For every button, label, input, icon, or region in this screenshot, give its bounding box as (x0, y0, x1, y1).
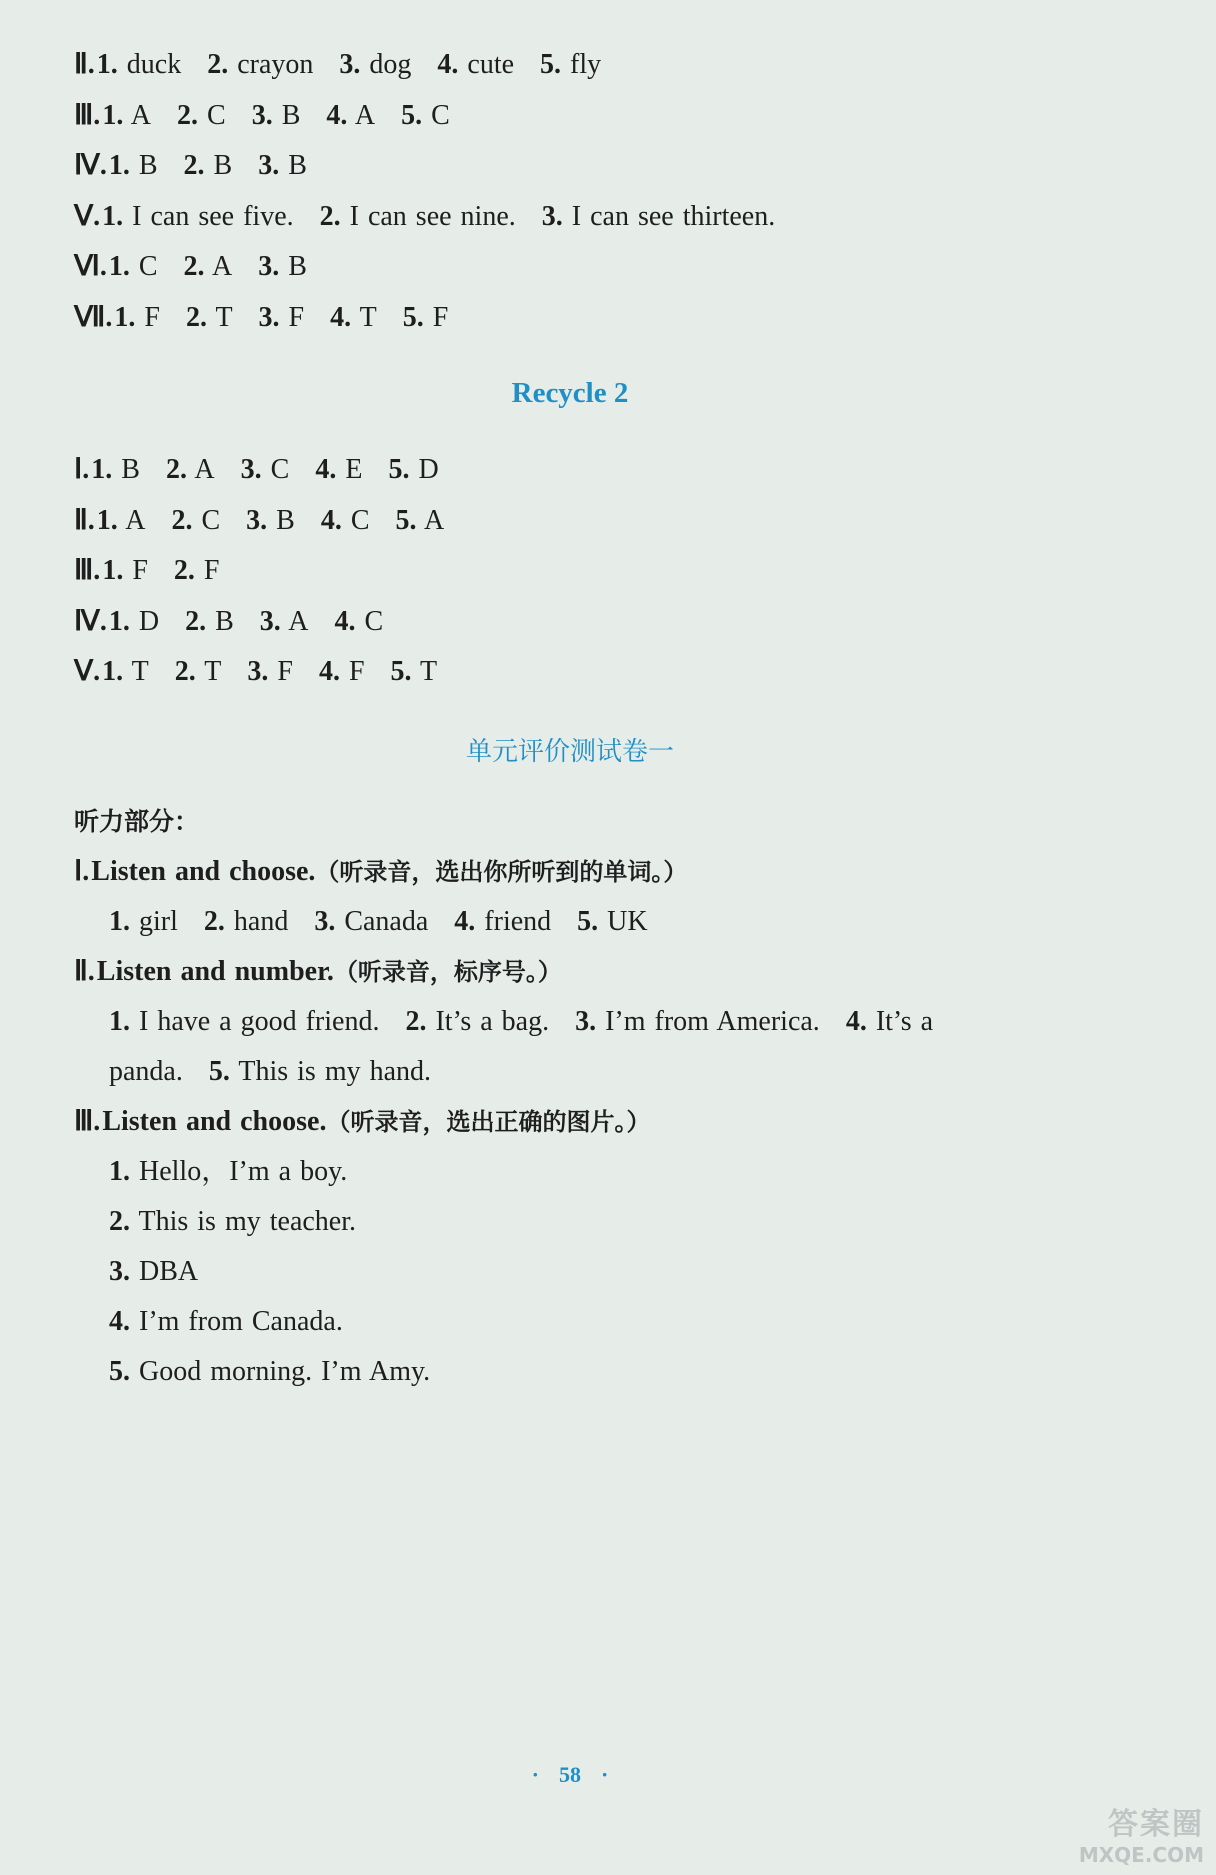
answer-number: 5. (109, 1356, 130, 1387)
answer-text: T (359, 301, 377, 333)
answer-text: B (121, 454, 140, 485)
answer-number: 2. (185, 301, 207, 333)
roman-numeral: Ⅲ. (74, 99, 101, 131)
answer-text: I can see thirteen. (571, 200, 776, 232)
answer-item (114, 302, 160, 333)
answer-number: 5. (540, 49, 562, 80)
answer-item (241, 454, 290, 485)
answer-text: C (201, 504, 221, 536)
answer-item (174, 555, 220, 586)
answer-item (184, 251, 233, 282)
answer-number: 3. (246, 504, 268, 536)
answer-line (109, 1355, 430, 1389)
answer-text: F (348, 656, 365, 687)
answer-number: 1. (109, 1156, 130, 1187)
answer-item (260, 606, 309, 637)
answer-item (91, 454, 140, 485)
answer-item (109, 1206, 356, 1237)
part1-instruction-cn: （听录音，选出你所听到的单词。） (315, 858, 688, 886)
answer-number: 5. (402, 301, 424, 333)
answer-line (74, 655, 437, 689)
answer-number: 5. (577, 906, 599, 937)
answer-item (540, 49, 601, 80)
answer-number: 5. (208, 1056, 230, 1087)
answer-number: 4. (326, 99, 348, 131)
answer-item (184, 150, 233, 181)
answer-number: 2. (185, 605, 207, 637)
answer-text: I’m from Canada. (139, 1306, 343, 1337)
answer-number: 5. (390, 656, 412, 687)
answer-number: 4. (318, 656, 340, 687)
answer-item (109, 251, 158, 282)
answer-number: 5. (388, 454, 410, 485)
part2-answers-line1 (109, 1005, 933, 1039)
answer-item (102, 201, 293, 232)
answer-line (74, 149, 307, 183)
answer-number: 2. (177, 99, 199, 131)
answer-text: UK (607, 906, 648, 937)
answer-number: 1. (108, 150, 130, 181)
part1-instruction-en: Listen and choose. (91, 856, 316, 887)
recycle2-heading: Recycle 2 (511, 377, 629, 409)
answer-number: 3. (575, 1006, 597, 1037)
answer-text: DBA (139, 1256, 199, 1287)
answer-line (74, 453, 439, 487)
answer-text: Good morning. I’m Amy. (139, 1356, 431, 1387)
roman-numeral: Ⅳ. (74, 150, 107, 181)
answer-text: friend (484, 906, 552, 937)
answer-text: C (207, 99, 226, 131)
answer-number: 3. (240, 454, 262, 485)
answer-text: Hello，I’m a boy. (139, 1156, 348, 1187)
answer-number: 1. (96, 504, 118, 536)
answer-number: 4. (320, 504, 342, 536)
answer-item (542, 201, 775, 232)
answer-item (846, 1006, 933, 1037)
answer-line (74, 48, 601, 82)
answer-text: F (132, 555, 148, 586)
answer-item (405, 1006, 549, 1037)
part2-instruction (74, 955, 562, 989)
answer-item (204, 906, 288, 937)
answer-number: 2. (183, 251, 205, 282)
answer-number: 2. (171, 504, 193, 536)
answer-item (246, 505, 295, 536)
answer-item (102, 656, 149, 687)
answer-text: F (203, 555, 220, 586)
answer-number: 2. (203, 906, 225, 937)
answer-item (437, 49, 514, 80)
answer-item (252, 100, 301, 131)
answer-number: 3. (339, 49, 361, 80)
answer-text: E (345, 454, 363, 485)
answer-text: D (138, 605, 160, 637)
answer-number: 4. (315, 454, 337, 485)
answer-number: 3. (259, 605, 281, 637)
answer-line (109, 1155, 347, 1189)
answer-item (171, 505, 220, 536)
answer-item (185, 606, 234, 637)
answer-number: 3. (314, 906, 336, 937)
answer-number: 1. (102, 656, 124, 687)
answer-line (74, 200, 775, 234)
answer-text: F (277, 656, 293, 687)
answer-item (577, 906, 647, 937)
answer-number: 3. (251, 99, 273, 131)
answer-number: 1. (109, 906, 130, 937)
answer-number: 3. (109, 1256, 130, 1287)
answer-text: B (138, 150, 158, 181)
answer-number: 1. (109, 1006, 130, 1037)
answer-item (247, 656, 293, 687)
answer-item (109, 1006, 379, 1037)
answer-text: C (364, 605, 384, 637)
answer-text: F (144, 301, 160, 333)
answer-item (177, 100, 226, 131)
part1-instruction (74, 855, 687, 889)
answer-text: T (204, 656, 222, 687)
answer-number: 3. (247, 656, 269, 687)
answer-item (330, 302, 377, 333)
roman-numeral: Ⅲ. (74, 555, 101, 586)
listening-label: 听力部分： (74, 807, 200, 836)
answer-line (109, 1255, 198, 1289)
answer-number: 2. (173, 555, 195, 586)
answer-text: duck (126, 49, 182, 80)
part3-instruction-cn: （听录音，选出正确的图片。） (326, 1108, 651, 1136)
answer-text: C (350, 504, 370, 536)
answer-number: 3. (541, 200, 563, 232)
answer-line (74, 554, 219, 588)
answer-item (575, 1006, 820, 1037)
answer-line (74, 250, 307, 284)
answer-item (102, 555, 148, 586)
roman-numeral: Ⅱ. (74, 504, 95, 536)
answer-text: girl (139, 906, 178, 937)
answer-line (109, 1205, 356, 1239)
answer-item (102, 100, 151, 131)
answer-text: B (281, 99, 301, 131)
answer-text: I have a good friend. (139, 1006, 380, 1037)
answer-item (321, 505, 370, 536)
answer-text: This is my hand. (238, 1056, 432, 1087)
answer-text: A (130, 99, 152, 131)
answer-number: 2. (319, 200, 341, 232)
answer-text: dog (369, 49, 412, 80)
answer-item (109, 1356, 430, 1387)
answer-text: crayon (237, 49, 314, 80)
part1-roman: Ⅰ. (74, 856, 90, 887)
answer-text: A (288, 605, 309, 637)
answer-item (209, 1056, 431, 1087)
answer-line (74, 301, 448, 335)
roman-numeral: Ⅰ. (74, 454, 90, 485)
answer-item (314, 906, 428, 937)
answer-text: B (215, 605, 234, 637)
answer-text: I’m from America. (605, 1006, 820, 1037)
answer-text: This is my teacher. (138, 1206, 357, 1237)
roman-numeral: Ⅴ. (74, 200, 101, 232)
answer-number: 4. (437, 49, 459, 80)
answer-item (186, 302, 233, 333)
answer-item (175, 656, 222, 687)
answer-text: F (432, 301, 449, 333)
answer-text: C (138, 251, 158, 282)
answer-number: 3. (258, 150, 280, 181)
answer-item (315, 454, 362, 485)
part1-answers (109, 905, 648, 939)
answer-item (97, 49, 181, 80)
answer-number: 1. (108, 251, 130, 282)
answer-number: 1. (96, 49, 118, 80)
answer-text: It’s a bag. (435, 1006, 550, 1037)
part3-instruction-en: Listen and choose. (102, 1106, 327, 1137)
answer-item (339, 49, 411, 80)
answer-item (319, 656, 365, 687)
answer-number: 1. (108, 605, 130, 637)
answer-item (109, 906, 178, 937)
answer-item (109, 1056, 183, 1087)
answer-item (326, 100, 375, 131)
roman-numeral: Ⅳ. (74, 605, 107, 637)
answer-number: 2. (207, 49, 229, 80)
answer-item (109, 606, 159, 637)
part2-instruction-cn: （听录音，标序号。） (333, 958, 562, 986)
roman-numeral: Ⅱ. (74, 49, 95, 80)
part3-roman: Ⅲ. (74, 1106, 101, 1137)
answer-item (403, 302, 449, 333)
part3-instruction (74, 1105, 650, 1139)
roman-numeral: Ⅶ. (74, 301, 113, 333)
answer-text: Canada (344, 906, 429, 937)
answer-item (259, 302, 305, 333)
answer-text: hand (233, 906, 289, 937)
answer-text: cute (467, 49, 515, 80)
answer-item (334, 606, 383, 637)
page-number: · 58 · (531, 1762, 609, 1787)
answer-text: B (213, 150, 233, 181)
answer-line (109, 1305, 343, 1339)
answer-text: B (288, 251, 307, 282)
answer-number: 4. (334, 605, 356, 637)
answer-item (391, 656, 438, 687)
answer-text: B (276, 504, 295, 536)
answer-item (109, 1306, 343, 1337)
answer-text: T (420, 656, 438, 687)
answer-number: 2. (405, 1006, 427, 1037)
answer-item (396, 505, 445, 536)
answer-number: 4. (845, 1006, 867, 1037)
answer-text: B (288, 150, 307, 181)
answer-text: panda. (109, 1056, 183, 1087)
answer-text: T (131, 656, 149, 687)
answer-number: 3. (258, 301, 280, 333)
answer-text: A (125, 504, 146, 536)
watermark (1079, 1799, 1204, 1867)
answer-number: 2. (109, 1206, 130, 1237)
answer-item (320, 201, 516, 232)
answer-number: 5. (401, 99, 423, 131)
answer-text: A (424, 504, 445, 536)
answer-number: 1. (91, 454, 113, 485)
roman-numeral: Ⅵ. (74, 251, 107, 282)
answer-text: fly (570, 49, 602, 80)
answer-text: I can see nine. (349, 200, 516, 232)
part2-answers-line2 (109, 1055, 431, 1089)
watermark-url: MXQE.COM (1078, 1843, 1204, 1867)
answer-item (207, 49, 313, 80)
answer-item (258, 251, 307, 282)
roman-numeral: Ⅴ. (74, 656, 101, 687)
answer-item (258, 150, 307, 181)
answer-line (74, 504, 444, 538)
answer-number: 2. (183, 150, 205, 181)
answer-text: A (354, 99, 376, 131)
answer-number: 1. (102, 99, 124, 131)
part2-roman: Ⅱ. (74, 956, 95, 987)
answer-line (74, 99, 450, 133)
unit-test-heading: 单元评价测试卷一 (465, 737, 674, 767)
answer-item (388, 454, 438, 485)
answer-number: 4. (330, 301, 352, 333)
watermark-logo: 答案圈 (1108, 1807, 1204, 1842)
answer-item (166, 454, 215, 485)
answer-item (109, 1156, 347, 1187)
answer-number: 2. (165, 454, 187, 485)
answer-number: 1. (102, 200, 124, 232)
answer-text: I can see five. (132, 200, 294, 232)
answer-item (401, 100, 450, 131)
answer-number: 1. (114, 301, 136, 333)
part2-instruction-en: Listen and number. (96, 956, 334, 987)
answer-text: A (211, 251, 233, 282)
answer-number: 2. (174, 656, 196, 687)
answer-number: 1. (102, 555, 124, 586)
answer-text: F (288, 301, 305, 333)
answer-number: 3. (258, 251, 280, 282)
answer-text: A (194, 454, 215, 485)
answer-number: 5. (395, 504, 417, 536)
answer-text: T (215, 301, 233, 333)
answer-item (97, 505, 146, 536)
answer-text: D (418, 454, 439, 485)
answer-number: 4. (454, 906, 476, 937)
answer-number: 4. (109, 1306, 130, 1337)
answer-item (109, 1256, 198, 1287)
answer-line (74, 605, 383, 639)
answer-item (454, 906, 551, 937)
answer-text: C (431, 99, 450, 131)
answer-text: It’s a (875, 1006, 934, 1037)
answer-text: C (270, 454, 290, 485)
answer-item (109, 150, 158, 181)
